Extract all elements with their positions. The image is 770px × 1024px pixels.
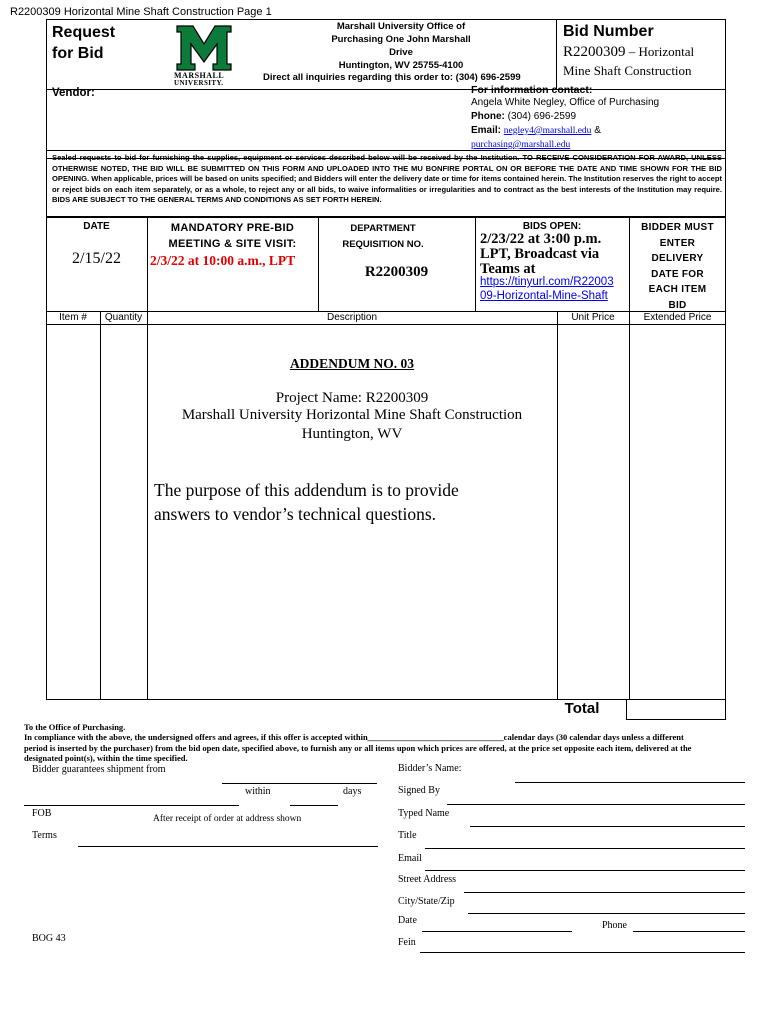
meeting-value: 2/3/22 at 10:00 a.m., LPT: [150, 253, 296, 268]
contact-name: Angela White Negley, Office of Purchasing: [471, 97, 660, 108]
bidder-must-label: [629, 220, 726, 313]
addendum-title: ADDENDUM NO. 03: [289, 356, 415, 371]
fein-label: Fein: [398, 937, 416, 948]
days-label: days: [343, 786, 362, 797]
shipment-days-field[interactable]: [290, 805, 338, 806]
sealed-text: Sealed requests to bid for furnishing the supplies, equipment or services described below will be received by the Institution. TO RECEIVE CONSIDERATION FOR AWARD, UNLESS OTHERWISE NOTED, THE BID WILL BE SUBMITTED ON THIS FORM AND UPLOADED INTO THE MU BONFIRE PORTAL ON OR BEFORE THE DATE AND TIME SHOWN FOR THE BID OPENING. When applicable, prices will be based on units specified; and Bidders will enter the delivery date or time for items contained herein. The Institution reserves the right to accept or reject bids on each item separately, or as a whole, to reject any or all bids, to waive informalities or irregularities and to contract as the best interests of the Institution may require. BIDS ARE SUBJECT TO THE GENERAL TERMS AND CONDITIONS AS SET FORTH HEREIN.: [52, 153, 722, 205]
bid-description: Mine Shaft Construction: [563, 63, 692, 78]
addendum-purpose-1: The purpose of this addendum is to provide: [154, 480, 459, 500]
teams-link-line1[interactable]: https://tinyurl.com/R22003: [480, 276, 614, 288]
phone-field-label: Phone: [602, 920, 627, 931]
compliance-line2: period is inserted by the purchaser) from the bid open date, specified above, to furnish any or all items upon which prices are offered, at the price set opposite each item, delivered at the: [24, 742, 692, 753]
email-link-1[interactable]: negley4@marshall.edu: [503, 126, 592, 136]
terms-field[interactable]: [78, 846, 378, 847]
project-name: Project Name: R2200309: [275, 390, 429, 406]
bidder-label-3: DELIVERY: [651, 253, 704, 264]
email-field-label: Email: [398, 853, 422, 864]
bid-number-value: [563, 44, 694, 61]
compliance-line3: designated point(s), within the time specified.: [24, 753, 188, 763]
office-line1: Marshall University Office of: [336, 21, 466, 32]
shipment-location-field[interactable]: [24, 805, 239, 806]
after-receipt-label: After receipt of order at address shown: [153, 814, 302, 824]
title-label: Title: [398, 830, 417, 841]
phone-field[interactable]: [633, 931, 745, 932]
terms-label: Terms: [32, 830, 57, 841]
contact-email: [471, 125, 601, 136]
footer-to: To the Office of Purchasing.: [24, 722, 126, 732]
addendum-purpose-2: answers to vendor’s technical questions.: [154, 504, 437, 524]
fob-label: FOB: [32, 808, 52, 819]
within-label: within: [245, 786, 271, 797]
meeting-label-2: MEETING & SITE VISIT:: [168, 238, 297, 250]
date-value: 2/15/22: [72, 250, 121, 267]
guarantees-label: Bidder guarantees shipment from: [32, 764, 166, 775]
bids-open-line3: Teams at: [480, 261, 536, 277]
footer-compliance: [24, 732, 744, 764]
office-address: [330, 20, 472, 72]
shipment-from-field[interactable]: [222, 783, 377, 784]
typed-name-field[interactable]: [470, 826, 745, 827]
street-address-field[interactable]: [464, 892, 745, 893]
dept-label-2: REQUISITION NO.: [342, 239, 424, 250]
requisition-number: R2200309: [364, 264, 429, 280]
email-amp: &: [591, 125, 601, 136]
logo-text-1: MARSHALL: [174, 71, 225, 80]
header-divider: [46, 89, 726, 90]
col-quantity: Quantity: [104, 312, 143, 323]
compliance-line1: In compliance with the above, the undersigned offers and agrees, if this offer is accepted within________________________________calendar days (30 calendar days unless a different: [24, 732, 684, 742]
email-label: Email:: [471, 125, 502, 136]
office-inquiries: Direct all inquiries regarding this order to: (304) 696-2599: [263, 72, 521, 83]
fein-field[interactable]: [420, 952, 745, 953]
signed-by-label: Signed By: [398, 785, 440, 796]
signed-by-field[interactable]: [447, 804, 745, 805]
email-field[interactable]: [425, 870, 745, 871]
bid-box-divider: [556, 19, 557, 90]
date-field[interactable]: [422, 931, 572, 932]
city-state-zip-label: City/State/Zip: [398, 896, 455, 907]
date-label: DATE: [83, 221, 110, 232]
office-line3: Drive: [389, 47, 413, 58]
total-input[interactable]: [626, 699, 726, 720]
teams-link[interactable]: [480, 275, 614, 303]
bidder-label-1: BIDDER MUST: [641, 222, 714, 233]
form-number: BOG 43: [32, 933, 66, 944]
project-title: Marshall University Horizontal Mine Shaft Construction: [181, 407, 523, 423]
meeting-label: [147, 220, 318, 252]
office-line2: Purchasing One John Marshall: [331, 34, 471, 45]
col-unit-price: Unit Price: [571, 312, 615, 323]
rfb-title-line1: Request: [52, 24, 116, 41]
dept-label-1: DEPARTMENT: [350, 223, 416, 234]
bidder-label-5: EACH ITEM: [648, 284, 707, 295]
bid-number: R2200309: [563, 44, 626, 60]
contact-phone: [471, 111, 576, 122]
col-extended-price: Extended Price: [643, 312, 712, 323]
bids-open-value: [480, 232, 601, 277]
bids-open-line2: LPT, Broadcast via: [480, 246, 600, 262]
email-link-2[interactable]: purchasing@marshall.edu: [471, 140, 571, 150]
contact-heading: For information contact:: [471, 84, 593, 96]
rfb-title: [52, 22, 115, 64]
bids-open-line1: 2/23/22 at 3:00 p.m.: [480, 231, 602, 247]
rfb-title-line2: for Bid: [52, 45, 104, 62]
phone-label: Phone:: [471, 111, 505, 122]
date-field-label: Date: [398, 915, 417, 926]
bidders-name-label: Bidder’s Name:: [398, 763, 462, 774]
project-location: Huntington, WV: [301, 426, 403, 442]
bidders-name-field[interactable]: [515, 782, 745, 783]
phone-value: (304) 696-2599: [507, 111, 577, 122]
logo-text-2: UNIVERSITY.: [174, 79, 224, 87]
col-description: Description: [326, 312, 378, 323]
street-address-label: Street Address: [398, 874, 457, 885]
bidder-label-2: ENTER: [659, 237, 696, 249]
marshall-m-icon: [175, 24, 233, 72]
total-label: Total: [564, 700, 600, 717]
city-state-zip-field[interactable]: [468, 913, 745, 914]
col-item: Item #: [59, 312, 87, 323]
title-field[interactable]: [425, 848, 745, 849]
bids-open-label: BIDS OPEN:: [522, 221, 582, 232]
typed-name-label: Typed Name: [398, 808, 450, 819]
meeting-label-1: MANDATORY PRE-BID: [170, 222, 295, 234]
bidder-label-4: DATE FOR: [651, 268, 704, 280]
bid-number-label: Bid Number: [563, 23, 654, 40]
dept-label: [318, 221, 448, 253]
office-line4: Huntington, WV 25755-4100: [338, 60, 464, 71]
vendor-label: Vendor:: [52, 87, 95, 99]
page-header: R2200309 Horizontal Mine Shaft Construction Page 1: [10, 6, 272, 18]
bidder-label-6: BID: [668, 299, 687, 311]
marshall-logo: [172, 24, 236, 88]
bid-number-suffix: – Horizontal: [625, 44, 695, 59]
teams-link-line2[interactable]: 09-Horizontal-Mine-Shaft: [480, 290, 608, 302]
